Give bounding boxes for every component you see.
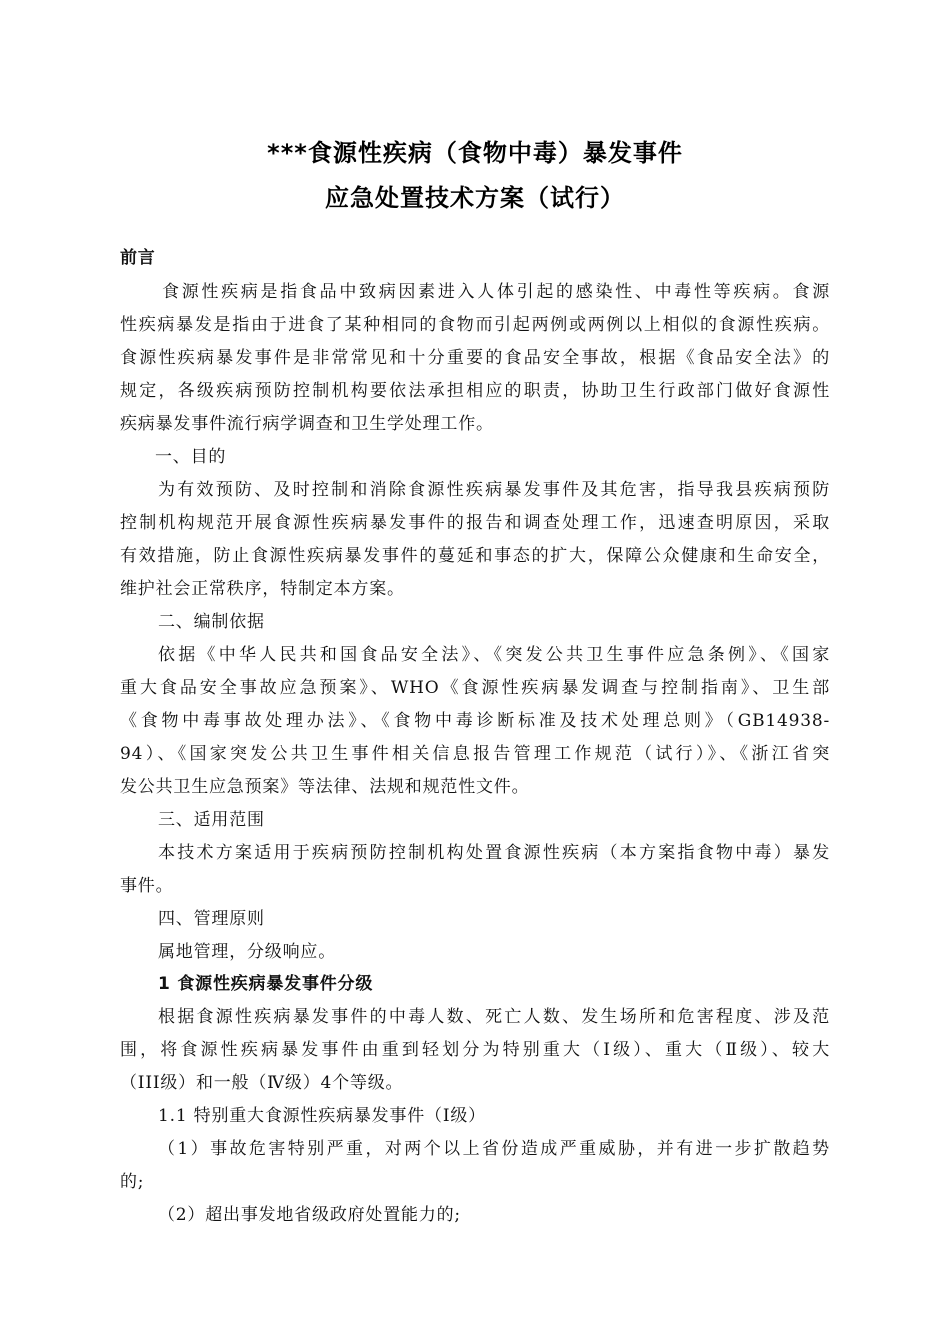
section-heading-classification: 1 食源性疾病暴发事件分级 (158, 974, 374, 994)
paragraph-line: 事件。 (120, 876, 174, 896)
paragraph-line: 94）、《国家突发公共卫生事件相关信息报告管理工作规范（试行）》、《浙江省突 (120, 744, 830, 764)
paragraph-line: （III级）和一般（Ⅳ级）4个等级。 (120, 1073, 404, 1093)
paragraph-line: 发公共卫生应急预案》等法律、法规和规范性文件。 (120, 777, 530, 797)
paragraph-line: 控制机构规范开展食源性疾病暴发事件的报告和调查处理工作，迅速查明原因，采取 (120, 513, 830, 533)
paragraph-line: 属地管理，分级响应。 (158, 942, 336, 962)
paragraph-line: 疾病暴发事件流行病学调查和卫生学处理工作。 (120, 414, 494, 434)
subsection-heading: 1.1 特别重大食源性疾病暴发事件（Ⅰ级） (158, 1106, 486, 1126)
paragraph-line: 为有效预防、及时控制和消除食源性疾病暴发事件及其危害，指导我县疾病预防 (158, 480, 830, 500)
paragraph-line: 本技术方案适用于疾病预防控制机构处置食源性疾病（本方案指食物中毒）暴发 (158, 843, 830, 863)
paragraph-line: 性疾病暴发是指由于进食了某种相同的食物而引起两例或两例以上相似的食源性疾病。 (120, 315, 830, 335)
section-heading-scope: 三、适用范围 (158, 810, 265, 830)
list-item: （1）事故危害特别严重，对两个以上省份造成严重威胁，并有进一步扩散趋势 (158, 1139, 830, 1159)
section-heading-preface: 前言 (120, 248, 156, 268)
paragraph-line: 依据《中华人民共和国食品安全法》、《突发公共卫生事件应急条例》、《国家 (158, 645, 830, 665)
paragraph-line: 重大食品安全事故应急预案》、WHO《食源性疾病暴发调查与控制指南》、卫生部 (120, 678, 830, 698)
section-heading-purpose: 一、目的 (155, 447, 227, 467)
document-title-line2: 应急处置技术方案（试行） (325, 184, 625, 212)
paragraph-line: 根据食源性疾病暴发事件的中毒人数、死亡人数、发生场所和危害程度、涉及范 (158, 1007, 830, 1027)
paragraph-line: 围，将食源性疾病暴发事件由重到轻划分为特别重大（Ⅰ级）、重大（Ⅱ级）、较大 (120, 1040, 830, 1060)
list-item-continued: 的; (120, 1172, 145, 1192)
list-item: （2）超出事发地省级政府处置能力的; (158, 1205, 461, 1225)
paragraph-line: 食源性疾病是指食品中致病因素进入人体引起的感染性、中毒性等疾病。食源 (162, 282, 830, 302)
document-title-line1: ***食源性疾病（食物中毒）暴发事件 (267, 139, 683, 167)
section-heading-basis: 二、编制依据 (158, 612, 265, 632)
paragraph-line: 维护社会正常秩序，特制定本方案。 (120, 579, 405, 599)
paragraph-line: 食源性疾病暴发事件是非常常见和十分重要的食品安全事故，根据《食品安全法》的 (120, 348, 830, 368)
paragraph-line: 有效措施，防止食源性疾病暴发事件的蔓延和事态的扩大，保障公众健康和生命安全， (120, 546, 830, 566)
paragraph-line: 规定，各级疾病预防控制机构要依法承担相应的职责，协助卫生行政部门做好食源性 (120, 381, 830, 401)
section-heading-principles: 四、管理原则 (158, 909, 265, 929)
paragraph-line: 《食物中毒事故处理办法》、《食物中毒诊断标准及技术处理总则》（GB14938- (120, 711, 830, 731)
